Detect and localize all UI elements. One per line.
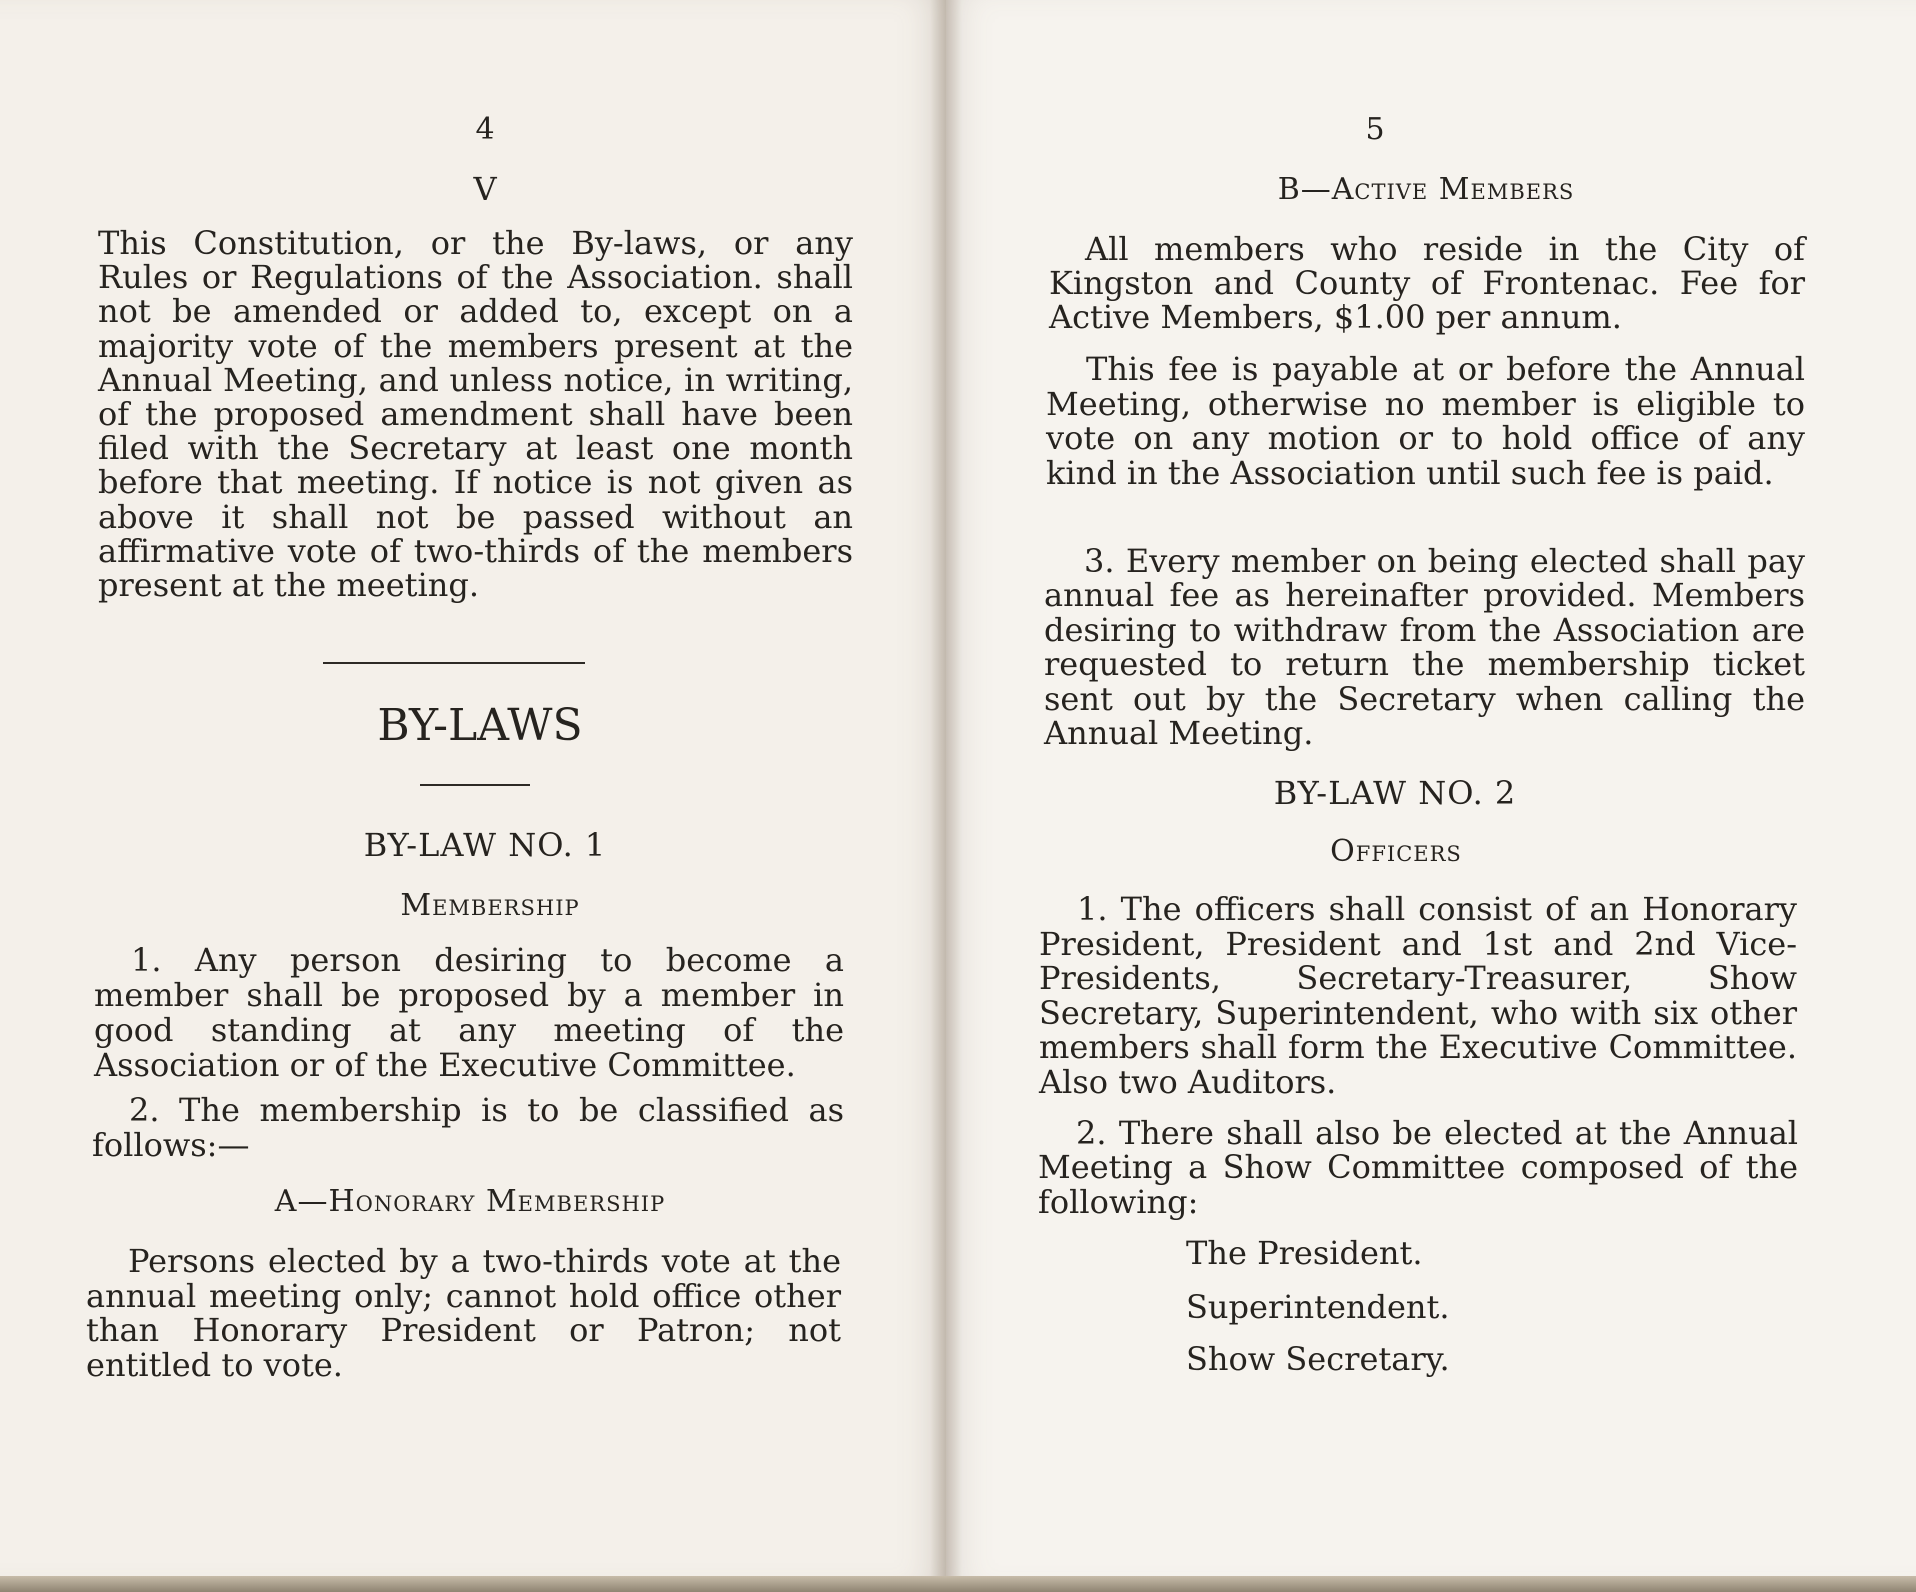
page-bottom-edge — [0, 1576, 1916, 1592]
bylaw-2-subtitle: Officers — [1330, 834, 1462, 869]
page-number: 5 — [1365, 112, 1385, 147]
bylaw-1-title: BY-LAW NO. 1 — [363, 826, 607, 864]
book-gutter — [930, 0, 962, 1582]
active-members-text: All members who reside in the City of Kingston and County of Frontenac. Fee for Active Members, $1.00 per annum. — [1049, 230, 1805, 336]
bylaws-title: BY-LAWS — [377, 700, 583, 751]
left-page — [0, 0, 946, 1582]
committee-member: Show Secretary. — [1186, 1340, 1450, 1378]
committee-member: The President. — [1186, 1234, 1423, 1272]
page-number: 4 — [475, 112, 495, 147]
bylaw-2-title: BY-LAW NO. 2 — [1273, 774, 1517, 812]
bylaw-2-item-1: 1. The officers shall consist of an Honorary President, President and 1st and 2nd Vice-Presidents, Secretary-Treasurer, Show Secretary, Superintendent, who with six other members shall form the Executive Committee. Also two Auditors. — [1039, 890, 1797, 1101]
honorary-membership-title: A—Honorary Membership — [274, 1184, 666, 1219]
section-v-text: This Constitution, or the By-laws, or any Rules or Regulations of the Association. shall not be amended or added to, except on a majority vote of the members present at the Annual Meeting, and unless notice, in writing, of the proposed amendment shall have been filed with the Secretary at least one month before that meeting. If notice is not given as above it shall not be passed without an affirmative vote of two-thirds of the members present at the meeting. — [98, 224, 853, 605]
honorary-membership-text: Persons elected by a two-thirds vote at the annual meeting only; cannot hold office other than Honorary President or Patron; not entitled to vote. — [86, 1242, 841, 1384]
fee-payable-text: This fee is payable at or before the Annual Meeting, otherwise no member is eligible to vote on any motion or to hold office of any kind in the Association until such fee is paid. — [1046, 350, 1805, 492]
committee-member: Superintendent. — [1186, 1288, 1450, 1326]
bylaw-1-item-1: 1. Any person desiring to become a member shall be proposed by a member in good standing at any meeting of the Association or of the Executive Committee. — [94, 941, 844, 1084]
divider — [323, 662, 585, 664]
bylaw-2-item-2: 2. There shall also be elected at the Annual Meeting a Show Committee composed of the following: — [1038, 1114, 1798, 1221]
section-numeral: V — [473, 170, 497, 208]
active-members-title: B—Active Members — [1277, 172, 1575, 207]
bylaw-1-item-2: 2. The membership is to be classified as follows:— — [92, 1091, 844, 1164]
bylaw-1-subtitle: Membership — [400, 888, 580, 923]
divider — [420, 784, 530, 786]
bylaw-1-item-3: 3. Every member on being elected shall pay annual fee as hereinafter provided. Members desiring to withdraw from the Association are requested to return the membership ticket sent out by the Secretary when calling the Annual Meeting. — [1044, 542, 1805, 753]
right-page — [946, 0, 1916, 1582]
